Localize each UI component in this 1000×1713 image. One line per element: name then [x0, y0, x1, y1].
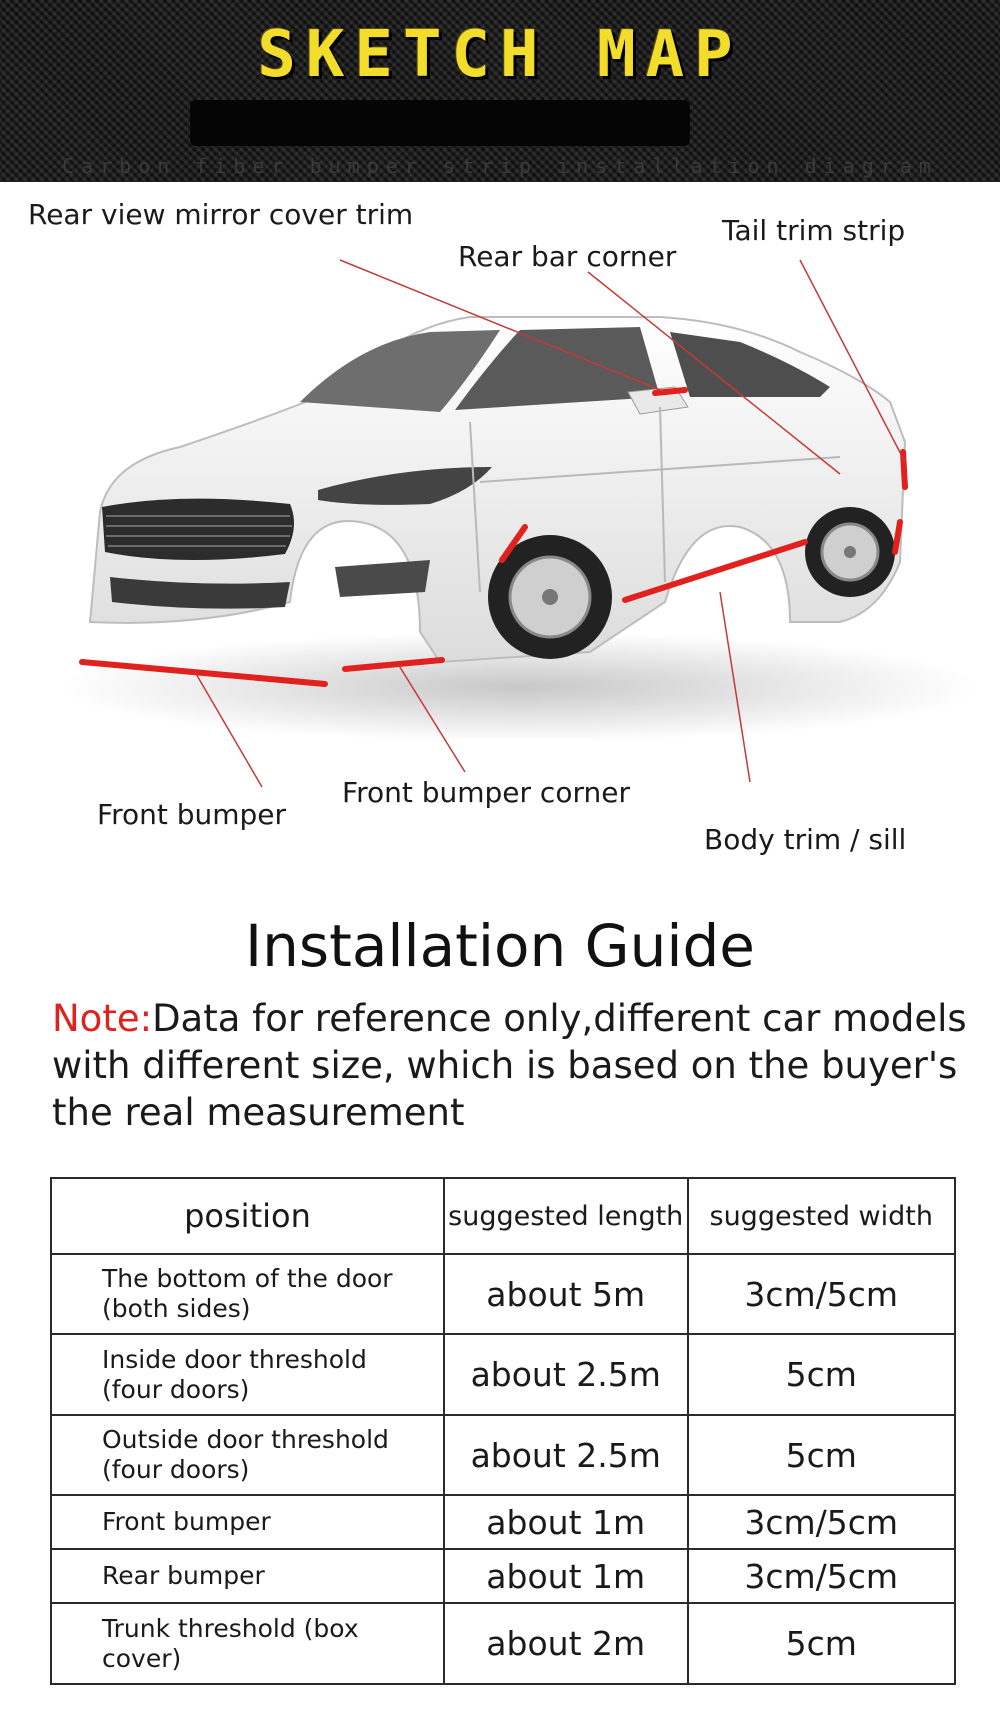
table-row: [51, 1495, 955, 1549]
table-row: [51, 1334, 955, 1414]
note-text: Data for reference only,different car models with different size, which is based on the buyer's the real measurement: [52, 997, 967, 1134]
width-cell: 3cm/5cm: [688, 1495, 956, 1549]
width-cell: 3cm/5cm: [688, 1549, 956, 1603]
installation-table: [50, 1177, 956, 1685]
width-cell: 5cm: [688, 1334, 956, 1414]
callout-rear-bar-corner: Rear bar corner: [458, 240, 677, 273]
column-header-position: position: [51, 1178, 444, 1254]
callout-rear-view-mirror-trim: Rear view mirror cover trim: [28, 198, 414, 231]
redaction-block: [190, 100, 690, 146]
position-cell: The bottom of the door (both sides): [51, 1254, 444, 1334]
callout-body-trim-sill: Body trim / sill: [704, 823, 907, 856]
length-cell: about 1m: [444, 1495, 688, 1549]
width-cell: 3cm/5cm: [688, 1254, 956, 1334]
banner-title: SKETCH MAP: [257, 18, 743, 92]
width-cell: 5cm: [688, 1415, 956, 1495]
installation-guide-title: Installation Guide: [245, 912, 755, 980]
sketch-map-banner: [0, 0, 1000, 182]
length-cell: about 2m: [444, 1603, 688, 1684]
note-label: Note:: [52, 997, 153, 1040]
position-cell: Inside door threshold (four doors): [51, 1334, 444, 1414]
table-row: [51, 1603, 955, 1684]
position-cell: Outside door threshold (four doors): [51, 1415, 444, 1495]
column-header-length: suggested length: [444, 1178, 688, 1254]
table-row: [51, 1549, 955, 1603]
front-grille: [102, 499, 294, 560]
reference-note: [52, 995, 982, 1136]
position-cell: Rear bumper: [51, 1549, 444, 1603]
table-header-row: [51, 1178, 955, 1254]
callout-tail-trim-strip: Tail trim strip: [722, 214, 906, 247]
rear-wheel: [805, 507, 895, 597]
position-cell: Front bumper: [51, 1495, 444, 1549]
position-cell: Trunk threshold (box cover): [51, 1603, 444, 1684]
length-cell: about 5m: [444, 1254, 688, 1334]
column-header-width: suggested width: [688, 1178, 956, 1254]
callout-front-bumper: Front bumper: [97, 798, 287, 831]
length-cell: about 2.5m: [444, 1415, 688, 1495]
banner-subtitle: Carbon fiber bumper strip installation diagram: [62, 154, 938, 178]
table-row: [51, 1415, 955, 1495]
width-cell: 5cm: [688, 1603, 956, 1684]
length-cell: about 2.5m: [444, 1334, 688, 1414]
callout-front-bumper-corner: Front bumper corner: [342, 776, 630, 809]
table-row: [51, 1254, 955, 1334]
fog-lamp-housing: [335, 560, 430, 597]
length-cell: about 1m: [444, 1549, 688, 1603]
